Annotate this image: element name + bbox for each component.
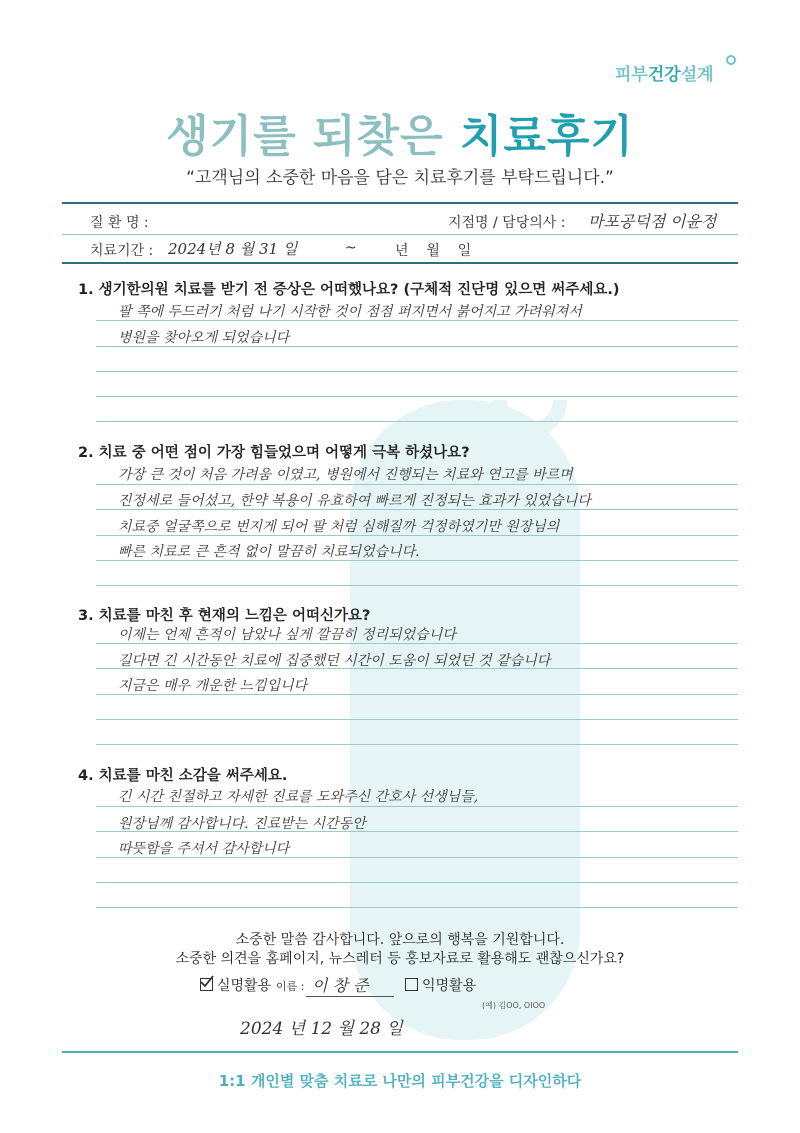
- q4-answer-line: 따뜻함을 주셔서 감사합니다: [118, 841, 290, 857]
- q4-line: [96, 806, 738, 807]
- q2-answer-line: 빠른 치료로 큰 흔적 없이 말끔히 치료되었습니다.: [118, 544, 420, 560]
- q2-answer-line: 진정세로 들어섰고, 한약 복용이 유효하여 빠르게 진정되는 효과가 있었습니다: [118, 493, 591, 509]
- period-end: 년 월 일: [395, 243, 472, 259]
- question-4-title: 4. 치료를 마친 소감을 써주세요.: [78, 768, 288, 784]
- page-subtitle: “고객님의 소중한 마음을 담은 치료후기를 부탁드립니다.”: [186, 168, 614, 188]
- q3-line: [96, 744, 738, 745]
- q1-answer-line: 병원을 찾아오게 되었습니다: [118, 330, 290, 346]
- doctor-value: 이윤정: [670, 212, 717, 231]
- q1-line: [96, 421, 738, 422]
- real-name-option[interactable]: [200, 975, 271, 995]
- header-mid-line: [62, 234, 738, 235]
- name-label: 이름 :: [276, 980, 305, 993]
- q2-line: [96, 585, 738, 586]
- brand-logo: 피부건강설계: [615, 65, 714, 85]
- q4-answer-line: 원장님께 감사합니다. 진료받는 시간동안: [118, 816, 366, 832]
- name-example: (예) 김OO, OIOO: [482, 1001, 546, 1010]
- q3-answer-line: 길다면 긴 시간동안 치료에 집중했던 시간이 도움이 되었던 것 같습니다: [118, 653, 551, 669]
- q1-answer-line: 팔 쪽에 두드러기 처럼 나기 시작한 것이 점점 퍼지면서 붉어지고 가려워져서: [118, 304, 582, 320]
- q2-answer-line: 치료중 얼굴쪽으로 번지게 되어 팔 처럼 심해질까 걱정하였기만 원장님의: [118, 519, 560, 535]
- q4-line: [96, 882, 738, 883]
- question-3-title: 3. 치료를 마친 후 현재의 느낌은 어떠신가요?: [78, 608, 371, 624]
- question-2-title: 2. 치료 중 어떤 점이 가장 힘들었으며 어떻게 극복 하셨나요?: [78, 445, 470, 461]
- header-top-line: [62, 202, 738, 204]
- period-start: 2024년 8 월 31 일: [168, 240, 298, 258]
- footer-slogan: 1:1 개인별 맞춤 치료로 나만의 피부건강을 디자인하다: [218, 1072, 582, 1090]
- closing-thanks: 소중한 말씀 감사합니다. 앞으로의 행복을 기원합니다.: [235, 932, 565, 948]
- q3-answer-line: 지금은 매우 개운한 느낌입니다: [118, 678, 308, 694]
- period-separator: ~: [345, 240, 357, 256]
- name-underline: [306, 996, 394, 997]
- real-name-checkbox[interactable]: [200, 978, 213, 991]
- header-bottom-line: [62, 262, 738, 264]
- period-label: 치료기간 :: [90, 243, 154, 259]
- closing-question: 소중한 의견을 홈페이지, 뉴스레터 등 홍보자료로 활용해도 괜찮으신가요?: [175, 951, 625, 967]
- brand-dot-icon: [726, 55, 736, 65]
- anonymous-checkbox[interactable]: [405, 978, 418, 991]
- q1-line: [96, 396, 738, 397]
- checkmark-icon: [200, 975, 214, 989]
- disease-label: 질 환 명 :: [90, 215, 149, 231]
- footer-divider: [62, 1051, 738, 1053]
- branch-value: 마포공덕점: [588, 212, 666, 231]
- sign-date: 2024 년 12 월 28 일: [240, 1019, 403, 1039]
- q2-line: [96, 484, 738, 485]
- real-name-label: 실명활용: [217, 978, 272, 994]
- name-value: 이 창 준: [312, 976, 369, 995]
- q4-line: [96, 907, 738, 908]
- anonymous-option[interactable]: [405, 975, 476, 995]
- q2-answer-line: 가장 큰 것이 처음 가려움 이였고, 병원에서 진행되는 치료와 연고를 바르며: [118, 467, 573, 483]
- q3-answer-line: 이제는 언제 흔적이 남았나 싶게 깔끔히 정리되었습니다: [118, 627, 456, 643]
- branch-label: 지점명 / 담당의사 :: [448, 215, 566, 231]
- q3-line: [96, 719, 738, 720]
- q1-line: [96, 371, 738, 372]
- q4-answer-line: 긴 시간 친절하고 자세한 진료를 도와주신 간호사 선생님들,: [118, 789, 479, 805]
- question-1-title: 1. 생기한의원 치료를 받기 전 증상은 어떠했나요? (구체적 진단명 있으면 써주세요.): [78, 282, 620, 298]
- page-title: 생기를 되찾은 치료후기: [166, 111, 634, 162]
- anonymous-label: 익명활용: [422, 978, 477, 994]
